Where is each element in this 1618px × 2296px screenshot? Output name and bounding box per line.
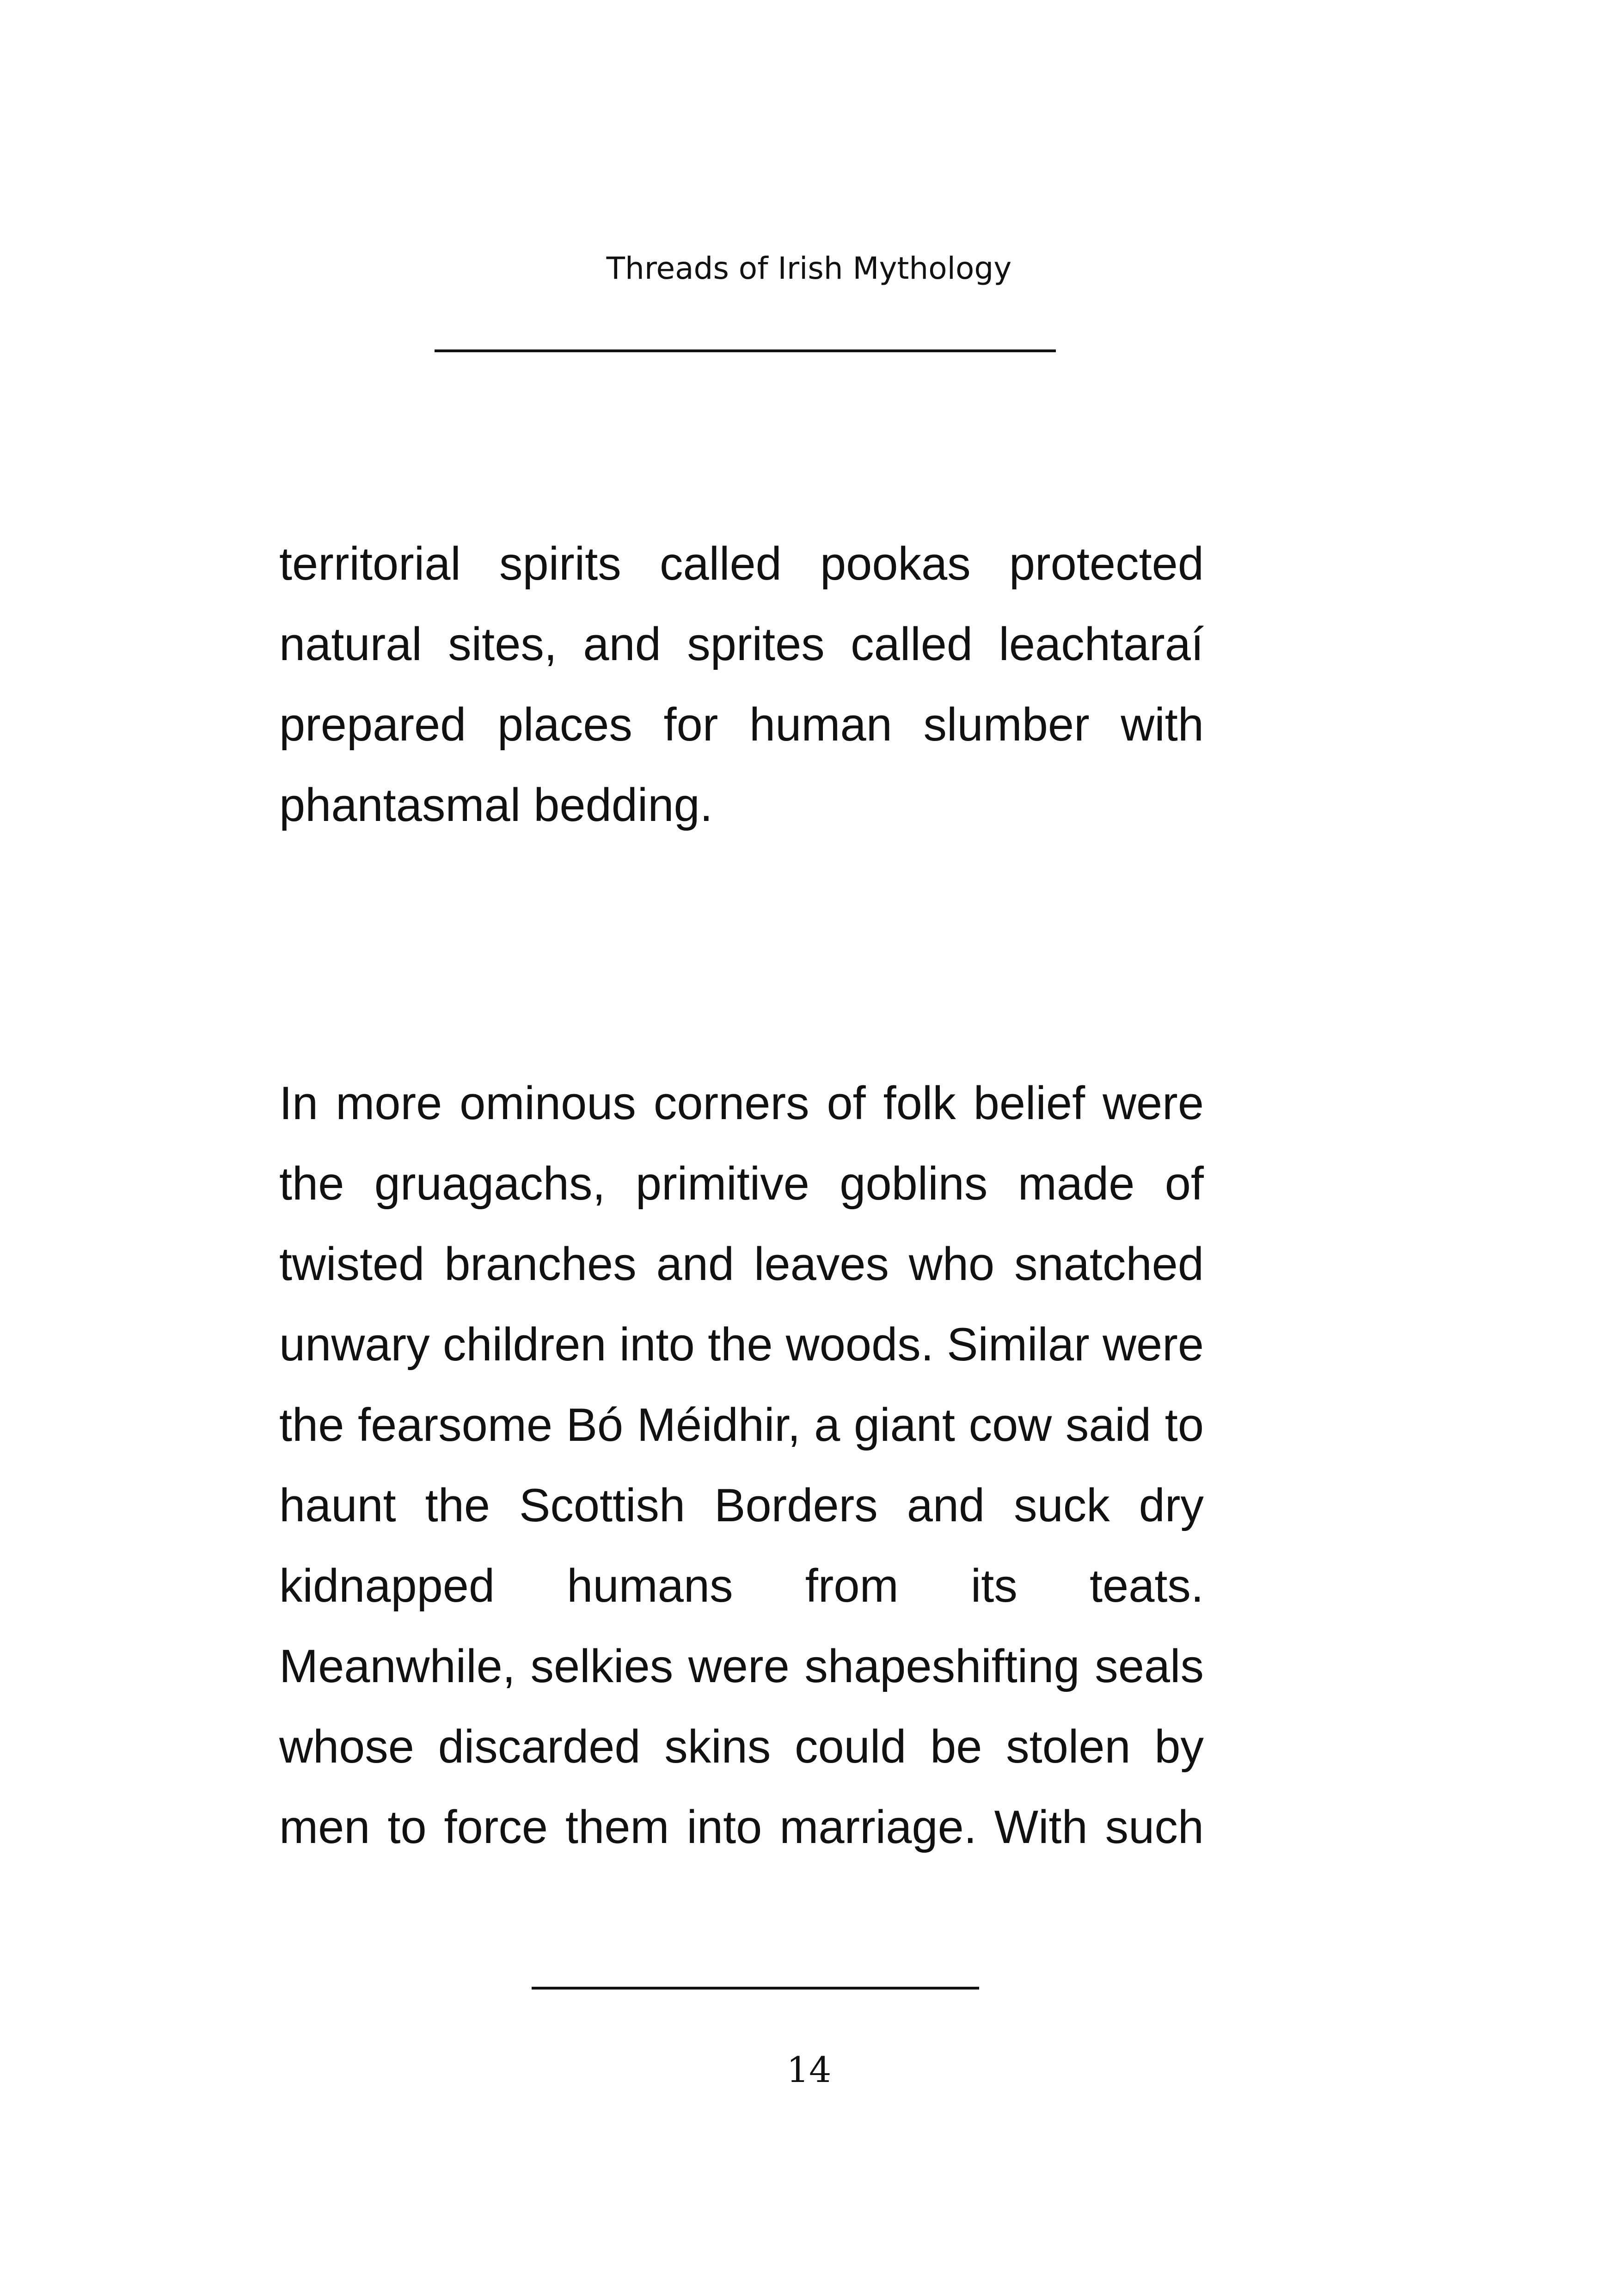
page-number: 14 — [786, 2049, 832, 2090]
header-rule — [435, 349, 1056, 352]
paragraph: territorial spirits called pookas protected natural sites, and sprites called leachtaraí prepared places for human slumber with phantasmal bedding. — [279, 538, 1204, 831]
running-header-title: Threads of Irish Mythology — [606, 251, 1012, 286]
paragraph: In more ominous corners of folk belief were the gruagachs, primitive goblins made of twisted branches and leaves who snatched unwary children into the woods. Similar were the fearsome Bó Méidhir, a giant cow said to haunt the Scottish Borders and suck dry kidnapped humans from its teats. Meanwhile, selkies were shapeshifting seals whose discarded skins could be stolen by men to force them into marriage. With such — [279, 1078, 1204, 1853]
footer-rule — [532, 1987, 979, 1990]
